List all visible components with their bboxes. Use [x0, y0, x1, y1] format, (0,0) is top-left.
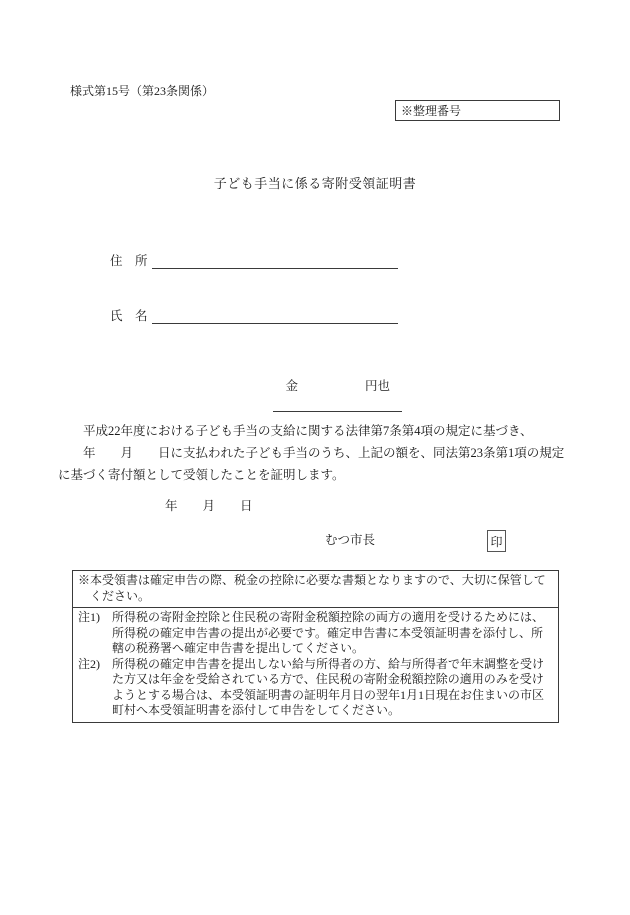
- name-line: [152, 323, 398, 324]
- note-2-text: [112, 657, 544, 719]
- issuer-name: むつ市長: [325, 533, 376, 547]
- body-line-2: 年 月 日に支払われた子ども手当のうち、上記の額を、同法第23条第1項の規定: [58, 446, 565, 460]
- note-1: [78, 610, 553, 657]
- amount-prefix-label: 金: [285, 379, 299, 393]
- seal-label: 印: [490, 534, 503, 549]
- address-line: [152, 268, 398, 269]
- note-1-label: 注1): [78, 610, 100, 624]
- note-2-line-3: ようとする場合は、本受領証明書の証明年月日の翌年1月1日現在お住まいの市区: [112, 687, 545, 702]
- note-keep-line-1: ※本受領書は確定申告の際、税金の控除に必要な書類となりますので、大切に保管して: [78, 573, 546, 587]
- note-2-line-1: 所得税の確定申告書を提出しない給与所得者の方、給与所得者で年末調整を受け: [112, 656, 545, 671]
- amount-field: [273, 361, 402, 412]
- ref-number-box: [395, 100, 560, 121]
- note-1-line-1: 所得税の寄附金控除と住民税の寄附金税額控除の両方の適用を受けるためには、: [112, 610, 545, 624]
- note-keep-row: [73, 571, 558, 608]
- seal-box: [487, 530, 506, 552]
- body-line-1: 平成22年度における子ども手当の支給に関する法律第7条第4項の規定に基づき、: [58, 424, 533, 438]
- body-paragraph: [58, 420, 578, 486]
- document-title: 子ども手当に係る寄附受領証明書: [213, 176, 417, 191]
- notes-table: [72, 570, 559, 723]
- certification-date-line: 年 月 日: [165, 499, 253, 513]
- note-2-line-4: 町村へ本受領証明書を添付して申告をしてください。: [112, 703, 401, 717]
- note-1-line-2: 所得税の確定申告書の提出が必要です。確定申告書に本受領証明書を添付し、所: [112, 625, 544, 640]
- body-line-3: に基づく寄付額として受領したことを証明します。: [58, 468, 345, 482]
- note-2-line-2: た方又は年金を受給されている方で、住民税の寄附金税額控除の適用のみを受け: [112, 672, 544, 686]
- note-1-line-3: 轄の税務署へ確定申告書を提出してください。: [112, 641, 365, 655]
- amount-suffix-label: 円也: [365, 379, 391, 393]
- note-1-text: [112, 610, 544, 657]
- form-number: 様式第15号（第23条関係）: [70, 84, 215, 98]
- note-2: [78, 657, 553, 719]
- note-detail-row: [73, 608, 558, 722]
- address-label: 住 所: [110, 254, 148, 268]
- note-keep-line-2: ください。: [78, 588, 151, 603]
- note-2-label: 注2): [78, 656, 100, 671]
- ref-number-label: ※整理番号: [401, 104, 462, 118]
- name-label: 氏 名: [110, 309, 148, 323]
